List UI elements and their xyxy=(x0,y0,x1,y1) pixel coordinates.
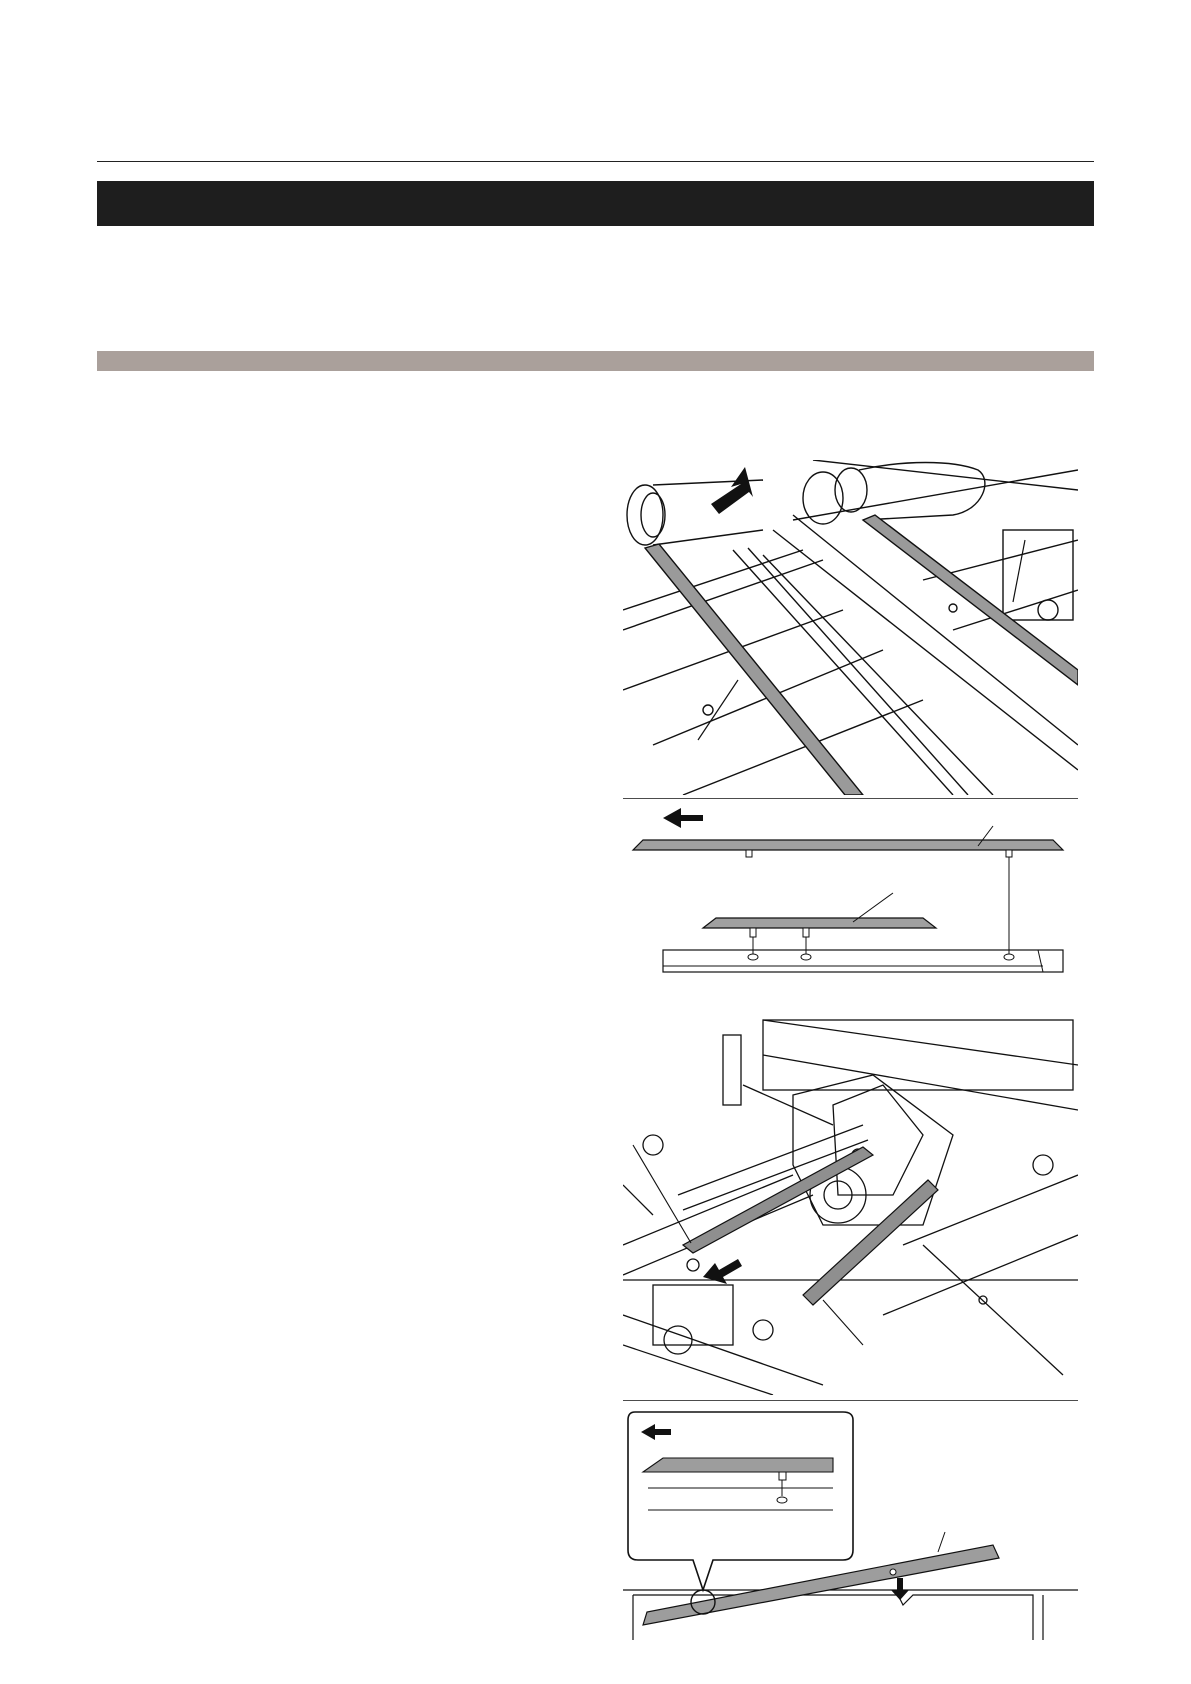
diagram-lower-pins xyxy=(623,1400,1078,1640)
figure-lower-pin-diagram xyxy=(623,1400,1078,1640)
diagram-upper-pins xyxy=(623,798,1078,978)
title-band xyxy=(97,181,1094,226)
section-band xyxy=(97,351,1094,371)
drawing-top xyxy=(623,460,1078,795)
figure-guide-removal-top xyxy=(623,460,1078,795)
figure-drive-unit xyxy=(623,1015,1078,1395)
header-rule xyxy=(97,161,1094,162)
figure-upper-pin-diagram xyxy=(623,798,1078,978)
drawing-drive-unit xyxy=(623,1015,1078,1395)
